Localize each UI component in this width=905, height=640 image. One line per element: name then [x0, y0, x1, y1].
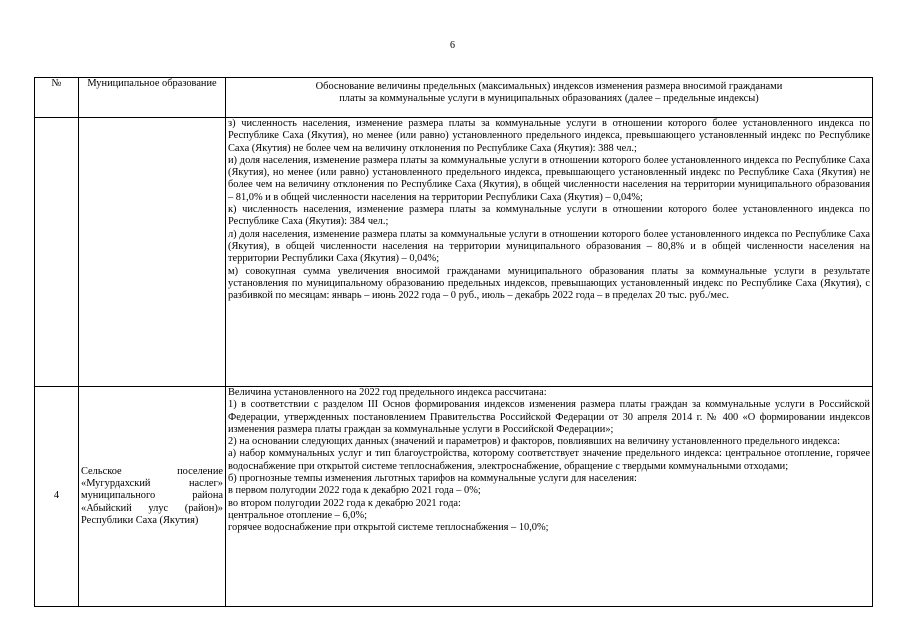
paragraph-second-half: во втором полугодии 2022 года к декабрю 2021 года:: [228, 497, 461, 509]
table-header-row: [35, 78, 873, 118]
paragraph-1: 1) в соответствии с разделом III Основ формирования индексов изменения размера платы граждан за коммунальные услуги в Российской Федерации, утвержденных постановлением Правительства Российской Федерации от 30 апреля 2014 г. № 400 «О формировании индексов изменения размера платы граждан за коммунальные услуги в Российской Федерации»;: [228, 399, 870, 435]
justification-table: [34, 77, 873, 607]
paragraph-a: а) набор коммунальных услуг и тип благоустройства, которому соответствует значение предельного индекса: центральное отопление, горячее водоснабжение при открытой системе теплоснабжения, электроснабжение, обращение с твердыми коммунальными отходами;: [228, 448, 870, 472]
paragraph-hot-water: горячее водоснабжение при открытой системе теплоснабжения – 10,0%;: [228, 522, 549, 534]
paragraph-m: м) совокупная сумма увеличения вносимой гражданами муниципального образования платы за коммунальные услуги в результате установления по муниципальному образованию предельных индексов, превышающих установленный индекс по Республике Саха (Якутия), с разбивкой по месяцам: январь – июнь 2022 года – 0 руб., июль – декабрь 2022 года – в пределах 20 тыс. руб./мес.: [228, 265, 870, 302]
paragraph-i: и) доля населения, изменение размера платы за коммунальные услуги в отношении которого более установленного индекса по Республике Саха (Якутия), но менее (или равно) установленного предельного индекса, превышающего установленный индекс по Республике Саха (Якутия) не более чем на величину отклонения по Республике Саха (Якутия), в общей численности населения на территории муниципального образования – 81,0% и в общей численности населения на территории Республики Саха (Якутия) – 0,04%;: [228, 154, 870, 203]
row-number: [35, 118, 79, 387]
header-municipality: Муниципальное образование: [79, 78, 226, 118]
row-number: 4: [35, 387, 79, 607]
header-justification-line2: платы за коммунальные услуги в муниципальных образованиях (далее – предельные индексы): [339, 93, 759, 105]
row-municipality: [79, 118, 226, 387]
paragraph-first-half: в первом полугодии 2022 года к декабрю 2021 года – 0%;: [228, 485, 481, 497]
paragraph-heating: центральное отопление – 6,0%;: [228, 509, 367, 521]
row-municipality: Сельское поселение «Мугурдахский наслег» муниципального района «Абыйский улус (район)» Республики Саха (Якутия): [79, 387, 226, 607]
header-justification-line1: Обоснование величины предельных (максимальных) индексов изменения размера вносимой гражданами: [315, 81, 783, 92]
paragraph-2: 2) на основании следующих данных (значений и параметров) и факторов, повлиявших на величину установленного предельного индекса:: [228, 436, 841, 448]
page-number: 6: [450, 40, 455, 51]
paragraph-intro: Величина установленного на 2022 год предельного индекса рассчитана:: [228, 387, 547, 398]
row-justification: [226, 118, 873, 387]
paragraph-k: к) численность населения, изменение размера платы за коммунальные услуги в отношении которого более установленного индекса по Республике Саха (Якутия): 384 чел.;: [228, 204, 870, 228]
header-number: №: [35, 78, 79, 118]
table-row: [35, 387, 873, 607]
paragraph-z: з) численность населения, изменение размера платы за коммунальные услуги в отношении которого более установленного индекса по Республике Саха (Якутия), но менее (или равно) установленного предельного индекса, превышающего установленный индекс по Республике Саха (Якутия) не более чем на величину отклонения по Республике Саха (Якутия): 388 чел.;: [228, 118, 870, 154]
row-justification: [226, 387, 873, 607]
header-justification: [226, 78, 873, 118]
paragraph-l: л) доля населения, изменение размера платы за коммунальные услуги в отношении которого более установленного индекса по Республике Саха (Якутия), в общей численности населения на территории муниципального образования – 80,8% и в общей численности населения на территории Республики Саха (Якутия) – 0,04%;: [228, 228, 870, 265]
paragraph-b: б) прогнозные темпы изменения льготных тарифов на коммунальные услуги для населения:: [228, 473, 637, 485]
table-row: [35, 118, 873, 387]
